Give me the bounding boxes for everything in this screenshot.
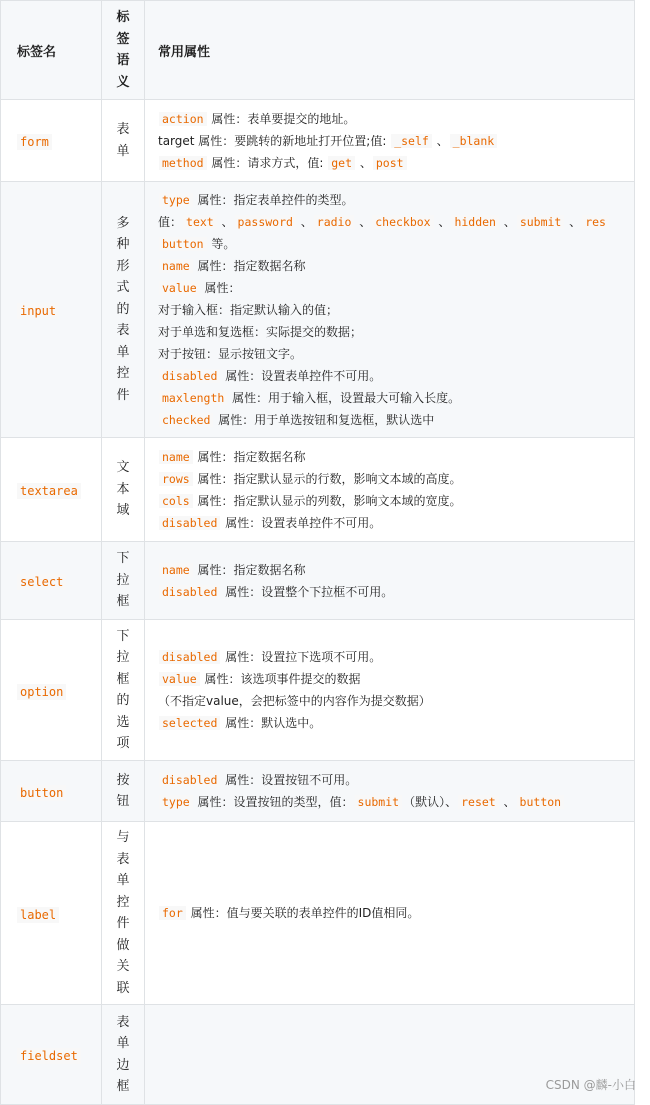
attribute-text: 、 bbox=[499, 795, 516, 809]
attribute-code: disabled bbox=[159, 650, 220, 664]
table-row bbox=[1, 438, 635, 542]
semantic-char: 表 bbox=[116, 1014, 130, 1030]
header-common-attributes: 常用属性 bbox=[145, 1, 635, 100]
attribute-code: type bbox=[159, 193, 193, 207]
attribute-text: 值： bbox=[158, 214, 183, 229]
attribute-line bbox=[158, 365, 634, 387]
attribute-line bbox=[158, 233, 634, 255]
attribute-text: 属性：指定数据名称 bbox=[193, 258, 306, 273]
attribute-code: action bbox=[159, 112, 207, 126]
semantic-char: 形 bbox=[116, 258, 130, 274]
attribute-text: 属性：指定表单控件的类型。 bbox=[193, 192, 354, 207]
semantic-char: 文 bbox=[116, 460, 130, 476]
semantic-char: 表 bbox=[116, 851, 130, 867]
semantic-cell bbox=[102, 182, 145, 438]
attribute-line bbox=[158, 902, 634, 924]
attribute-code: _blank bbox=[450, 134, 498, 148]
semantic-char: 框 bbox=[116, 1079, 130, 1094]
tag-name: fieldset bbox=[17, 1048, 81, 1064]
tag-name: textarea bbox=[17, 483, 81, 499]
semantic-char: 联 bbox=[116, 980, 130, 996]
attribute-code: button bbox=[517, 795, 565, 809]
header-tag-semantic bbox=[102, 1, 145, 100]
header-tag-name: 标签名 bbox=[1, 1, 102, 100]
attribute-text: 属性：请求方式，值: bbox=[207, 155, 328, 170]
attribute-code: get bbox=[328, 156, 355, 170]
attribute-text: （不指定value，会把标签中的内容作为提交数据） bbox=[158, 694, 431, 708]
semantic-char: 钮 bbox=[116, 794, 130, 809]
attribute-line bbox=[158, 646, 634, 668]
attribute-code: password bbox=[235, 215, 296, 229]
tag-cell bbox=[1, 620, 102, 761]
semantic-cell bbox=[102, 542, 145, 620]
semantic-cell bbox=[102, 620, 145, 761]
semantic-char: 域 bbox=[116, 503, 130, 519]
attribute-text: 、 bbox=[296, 214, 313, 229]
attribute-line bbox=[158, 130, 634, 152]
attribute-code: selected bbox=[159, 716, 220, 730]
semantic-char: 单 bbox=[116, 1036, 130, 1051]
attribute-text: 、 bbox=[499, 214, 516, 229]
semantic-cell bbox=[102, 822, 145, 1005]
semantic-char: 按 bbox=[116, 772, 130, 788]
attribute-text: 属性：设置按钮的类型，值： bbox=[193, 795, 354, 809]
attribute-code: submit bbox=[517, 215, 565, 229]
attribute-line bbox=[158, 712, 634, 734]
attribute-line bbox=[158, 387, 634, 409]
attribute-text: 属性：指定默认显示的列数，影响文本域的宽度。 bbox=[193, 493, 462, 508]
attribute-code: name bbox=[159, 563, 193, 577]
attributes-cell bbox=[145, 620, 635, 761]
attribute-code: post bbox=[373, 156, 407, 170]
attribute-line bbox=[158, 152, 634, 174]
attribute-code: name bbox=[159, 450, 193, 464]
semantic-char: 语 bbox=[116, 53, 130, 68]
attribute-code: disabled bbox=[159, 369, 220, 383]
attribute-line bbox=[158, 559, 634, 581]
semantic-char: 多 bbox=[116, 215, 130, 231]
attribute-code: disabled bbox=[159, 516, 220, 530]
attribute-code: cols bbox=[159, 494, 193, 508]
semantic-char: 签 bbox=[116, 31, 130, 47]
semantic-char: 义 bbox=[116, 74, 130, 90]
attribute-line bbox=[158, 668, 634, 690]
semantic-char: 下 bbox=[116, 628, 130, 644]
attribute-code: res bbox=[582, 215, 609, 229]
attribute-code: hidden bbox=[451, 215, 499, 229]
attribute-text: （默认）、 bbox=[403, 795, 458, 809]
attribute-text: 、 bbox=[356, 155, 372, 170]
attribute-line bbox=[158, 409, 634, 431]
attribute-code: disabled bbox=[159, 773, 220, 787]
semantic-char: 件 bbox=[116, 387, 130, 403]
attribute-text: 对于按钮：显示按钮文字。 bbox=[158, 346, 303, 361]
attribute-code: button bbox=[159, 237, 207, 251]
attribute-line bbox=[158, 343, 634, 365]
attribute-line bbox=[158, 512, 634, 534]
attribute-line bbox=[158, 299, 634, 321]
tag-name: form bbox=[17, 134, 52, 150]
attribute-code: checked bbox=[159, 413, 213, 427]
attribute-line bbox=[158, 581, 634, 603]
attribute-line bbox=[158, 255, 634, 277]
tag-name: select bbox=[17, 574, 66, 590]
attribute-code: name bbox=[159, 259, 193, 273]
attribute-text: 属性： bbox=[200, 280, 241, 295]
semantic-char: 单 bbox=[116, 344, 130, 360]
attribute-code: rows bbox=[159, 472, 193, 486]
attribute-line bbox=[158, 321, 634, 343]
attribute-line bbox=[158, 490, 634, 512]
table-row bbox=[1, 542, 635, 620]
attribute-text: 、 bbox=[434, 214, 451, 229]
semantic-char: 框 bbox=[116, 671, 130, 687]
semantic-char: 关 bbox=[116, 959, 130, 974]
table-row bbox=[1, 182, 635, 438]
tag-name: button bbox=[17, 785, 66, 801]
attribute-code: radio bbox=[314, 215, 355, 229]
attribute-text: 对于单选和复选框：实际提交的数据； bbox=[158, 324, 363, 339]
attribute-text: target 属性：要跳转的新地址打开位置;值: bbox=[158, 133, 391, 148]
semantic-char: 拉 bbox=[116, 650, 130, 665]
semantic-char: 与 bbox=[116, 830, 130, 845]
attributes-cell bbox=[145, 100, 635, 182]
tag-name: label bbox=[17, 907, 59, 923]
tag-cell bbox=[1, 542, 102, 620]
attribute-line bbox=[158, 769, 634, 791]
table-row bbox=[1, 822, 635, 1005]
table-row bbox=[1, 620, 635, 761]
attribute-text: 属性：默认选中。 bbox=[221, 716, 322, 730]
attribute-text: 属性：指定数据名称 bbox=[193, 449, 306, 464]
attribute-text: 、 bbox=[355, 214, 372, 229]
attribute-code: checkbox bbox=[372, 215, 433, 229]
attributes-cell bbox=[145, 438, 635, 542]
attribute-text: 属性：值与要关联的表单控件的ID值相同。 bbox=[186, 906, 420, 920]
table-row bbox=[1, 761, 635, 822]
attributes-cell bbox=[145, 182, 635, 438]
tag-cell bbox=[1, 182, 102, 438]
semantic-char: 的 bbox=[116, 301, 130, 317]
attribute-text: 属性：设置整个下拉框不可用。 bbox=[221, 584, 394, 599]
semantic-cell bbox=[102, 438, 145, 542]
semantic-char: 做 bbox=[116, 937, 130, 953]
attribute-line bbox=[158, 468, 634, 490]
tag-cell bbox=[1, 100, 102, 182]
attribute-line bbox=[158, 690, 634, 712]
attribute-code: method bbox=[159, 156, 207, 170]
semantic-cell bbox=[102, 761, 145, 822]
tag-cell bbox=[1, 822, 102, 1005]
attribute-code: for bbox=[159, 906, 186, 920]
attribute-code: maxlength bbox=[159, 391, 227, 405]
attribute-code: type bbox=[159, 795, 193, 809]
semantic-char: 种 bbox=[116, 237, 130, 253]
semantic-char: 选 bbox=[116, 714, 130, 730]
semantic-char: 式 bbox=[116, 280, 130, 296]
header-row bbox=[1, 1, 635, 100]
attribute-line bbox=[158, 791, 634, 813]
attribute-code: _self bbox=[391, 134, 432, 148]
tag-cell bbox=[1, 438, 102, 542]
semantic-char: 件 bbox=[116, 916, 130, 931]
watermark: CSDN @麟-小白 bbox=[545, 1078, 636, 1092]
semantic-char: 表 bbox=[116, 323, 130, 339]
attribute-line bbox=[158, 108, 634, 130]
attribute-line bbox=[158, 211, 634, 233]
semantic-char: 本 bbox=[116, 481, 130, 497]
tag-name: input bbox=[17, 303, 59, 319]
tag-cell bbox=[1, 761, 102, 822]
attribute-text: 属性：该选项事件提交的数据 bbox=[200, 672, 361, 686]
semantic-char: 框 bbox=[116, 594, 130, 610]
attribute-line bbox=[158, 189, 634, 211]
attribute-text: 属性：用于输入框，设置最大可输入长度。 bbox=[228, 390, 461, 405]
attribute-text: 属性：用于单选按钮和复选框，默认选中 bbox=[214, 412, 435, 427]
semantic-char: 拉 bbox=[116, 572, 130, 588]
attribute-code: value bbox=[159, 672, 200, 686]
attribute-text: 属性：设置拉下选项不可用。 bbox=[221, 650, 382, 664]
tag-name: option bbox=[17, 684, 66, 700]
attribute-code: reset bbox=[458, 795, 499, 809]
attribute-code: value bbox=[159, 281, 200, 295]
semantic-char: 控 bbox=[116, 894, 130, 910]
attribute-text: 属性：设置表单控件不可用。 bbox=[221, 368, 382, 383]
attribute-text: 、 bbox=[565, 214, 582, 229]
semantic-char: 单 bbox=[116, 873, 130, 888]
semantic-char: 表 bbox=[116, 122, 130, 137]
attribute-code: submit bbox=[355, 795, 403, 809]
semantic-char: 项 bbox=[116, 736, 130, 751]
attribute-text: 属性：设置按钮不可用。 bbox=[221, 773, 358, 787]
attribute-line bbox=[158, 277, 634, 299]
tag-cell bbox=[1, 1005, 102, 1105]
attribute-text: 属性：指定数据名称 bbox=[193, 562, 306, 577]
attribute-code: text bbox=[183, 215, 217, 229]
semantic-char: 控 bbox=[116, 366, 130, 382]
table-row bbox=[1, 100, 635, 182]
attributes-cell bbox=[145, 542, 635, 620]
table-row bbox=[1, 1005, 635, 1105]
attribute-text: 对于输入框：指定默认输入的值； bbox=[158, 302, 339, 317]
attribute-text: 、 bbox=[217, 214, 234, 229]
attribute-code: disabled bbox=[159, 585, 220, 599]
attribute-text: 属性：表单要提交的地址。 bbox=[207, 111, 356, 126]
attributes-cell bbox=[145, 761, 635, 822]
semantic-cell bbox=[102, 1005, 145, 1105]
attribute-line bbox=[158, 446, 634, 468]
attribute-text: 属性：设置表单控件不可用。 bbox=[221, 515, 382, 530]
semantic-char: 下 bbox=[116, 551, 130, 567]
attribute-text: 属性：指定默认显示的行数，影响文本域的高度。 bbox=[193, 471, 462, 486]
semantic-char: 的 bbox=[116, 693, 130, 708]
semantic-char: 边 bbox=[116, 1057, 130, 1073]
semantic-char: 单 bbox=[116, 143, 130, 159]
attribute-text: 、 bbox=[432, 133, 449, 148]
attribute-text: 等。 bbox=[207, 236, 236, 251]
attributes-cell bbox=[145, 822, 635, 1005]
semantic-char: 标 bbox=[116, 10, 130, 25]
semantic-cell bbox=[102, 100, 145, 182]
